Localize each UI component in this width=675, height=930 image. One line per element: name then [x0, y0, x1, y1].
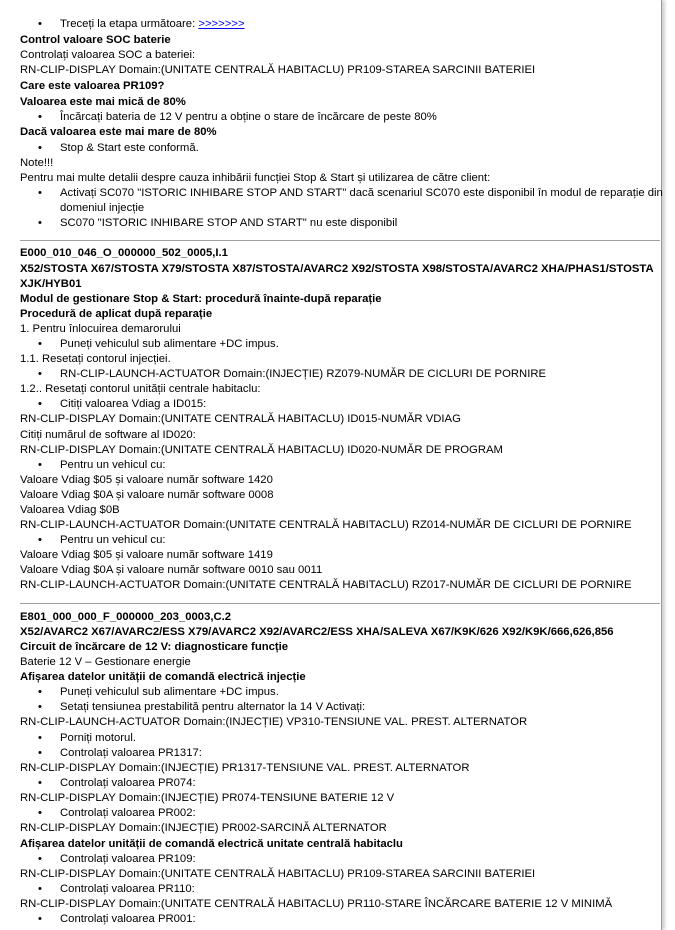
section-title: Modul de gestionare Stop & Start: procedură înainte-după reparație: [20, 293, 382, 305]
bullet-text: Citiți valoarea Vdiag a ID015:: [60, 398, 207, 410]
bullet-text: Setați tensiunea prestabilită pentru alternator la 14 V Activați:: [60, 701, 366, 713]
clip-actuator-line: RN-CLIP-LAUNCH-ACTUATOR Domain:(UNITATE CENTRALĂ HABITACLU) RZ014-NUMĂR DE CICLURI DE PORNIRE: [20, 519, 632, 531]
clip-display-line: RN-CLIP-DISPLAY Domain:(UNITATE CENTRALĂ HABITACLU) PR109-STAREA SARCINII BATERIEI: [20, 64, 536, 76]
bullet-text: Controlați valoarea PR001:: [60, 913, 196, 925]
bullet-text: Activați SC070 "ISTORIC INHIBARE STOP AND START" dacă scenariul SC070 este disponibil în modul de reparație din: [60, 187, 663, 199]
separator: [20, 603, 660, 604]
clip-display-line: RN-CLIP-DISPLAY Domain:(UNITATE CENTRALĂ HABITACLU) ID015-NUMĂR VDIAG: [20, 413, 461, 425]
step: 1. Pentru înlocuirea demarorului: [20, 323, 181, 335]
text-line: Valoare Vdiag $05 și valoare număr software 1420: [20, 474, 273, 486]
bullet-item: [40, 731, 136, 745]
text-line: Valoarea Vdiag $0B: [20, 504, 120, 516]
soc-title: Control valoare SOC baterie: [20, 34, 171, 46]
clip-actuator-line: RN-CLIP-LAUNCH-ACTUATOR Domain:(UNITATE CENTRALĂ HABITACLU) RZ017-NUMĂR DE CICLURI DE PORNIRE: [20, 579, 632, 591]
condition-less: Valoarea este mai mică de 80%: [20, 96, 186, 108]
bullet-text: Controlați valoarea PR002:: [60, 807, 196, 819]
bullet-text: Puneți vehiculul sub alimentare +DC impus.: [60, 338, 279, 350]
clip-display-line: RN-CLIP-DISPLAY Domain:(UNITATE CENTRALĂ HABITACLU) PR110-STARE ÎNCĂRCARE BATERIE 12 V MINIMĂ: [20, 898, 613, 910]
separator: [20, 240, 660, 241]
bullet-item: [40, 458, 166, 472]
note-label: Note!!!: [20, 157, 54, 169]
bullet-text: Puneți vehiculul sub alimentare +DC impus.: [60, 686, 279, 698]
vehicle-list-continued: XJK/HYB01: [20, 278, 82, 290]
bullet-text: Încărcați bateria de 12 V pentru a obține o stare de încărcare de peste 80%: [60, 111, 437, 123]
text-line: Valoare Vdiag $0A și valoare număr software 0010 sau 0011: [20, 564, 323, 576]
clip-display-line: RN-CLIP-DISPLAY Domain:(INJECȚIE) PR1317-TENSIUNE VAL. PREST. ALTERNATOR: [20, 762, 470, 774]
bullet-text: SC070 "ISTORIC INHIBARE STOP AND START" nu este disponibil: [60, 217, 398, 229]
bullet-text-continued: domeniul injecție: [60, 202, 145, 214]
clip-display-line: RN-CLIP-DISPLAY Domain:(INJECȚIE) PR074-TENSIUNE BATERIE 12 V: [20, 792, 395, 804]
next-step-link[interactable]: >>>>>>>: [198, 18, 245, 30]
bullet-item: [40, 141, 199, 155]
vehicle-list: X52/STOSTA X67/STOSTA X79/STOSTA X87/STOSTA/AVARC2 X92/STOSTA X98/STOSTA/AVARC2 XHA/PHAS1/STOSTA: [20, 263, 654, 275]
clip-display-line: RN-CLIP-DISPLAY Domain:(INJECȚIE) PR002-SARCINĂ ALTERNATOR: [20, 822, 387, 834]
text-line: Valoare Vdiag $05 și valoare număr software 1419: [20, 549, 273, 561]
bullet-item: [40, 776, 196, 790]
bullet-item: [40, 397, 207, 411]
bullet-text: Pentru un vehicul cu:: [60, 459, 166, 471]
bullet-item: [40, 700, 366, 714]
bullet-text: Controlați valoarea PR074:: [60, 777, 196, 789]
next-step-item: [40, 17, 245, 31]
bullet-item: [40, 685, 279, 699]
bullet-item: [40, 746, 202, 760]
bullet-text: Porniți motorul.: [60, 732, 136, 744]
text-line: Valoare Vdiag $0A și valoare număr software 0008: [20, 489, 274, 501]
bullet-text: Controlați valoarea PR1317:: [60, 747, 202, 759]
section-title: Circuit de încărcare de 12 V: diagnosticare funcție: [20, 641, 289, 653]
bullet-item: [40, 806, 196, 820]
next-step-label: Treceți la etapa următoare:: [60, 18, 196, 30]
step: 1.2.. Resetați contorul unității centrale habitaclu:: [20, 383, 261, 395]
step: 1.1. Resetați contorul injecției.: [20, 353, 171, 365]
text-line: Controlați valoarea SOC a bateriei:: [20, 49, 196, 61]
bullet-text: Stop & Start este conformă.: [60, 142, 199, 154]
bullet-item: [40, 186, 663, 200]
subsection-heading: Afișarea datelor unității de comandă electrică injecție: [20, 671, 306, 683]
clip-display-line: RN-CLIP-DISPLAY Domain:(UNITATE CENTRALĂ HABITACLU) PR109-STAREA SARCINII BATERIEI: [20, 868, 536, 880]
condition-more: Dacă valoarea este mai mare de 80%: [20, 126, 217, 138]
question: Care este valoarea PR109?: [20, 80, 165, 92]
text-line: Citiți numărul de software al ID020:: [20, 429, 196, 441]
text-line: Baterie 12 V – Gestionare energie: [20, 656, 191, 668]
clip-actuator-line: RN-CLIP-LAUNCH-ACTUATOR Domain:(INJECȚIE) VP310-TENSIUNE VAL. PREST. ALTERNATOR: [20, 716, 528, 728]
section-code: E000_010_046_O_000000_502_0005,I.1: [20, 247, 228, 259]
bullet-item: [40, 533, 166, 547]
bullet-item: [40, 912, 196, 926]
clip-display-line: RN-CLIP-DISPLAY Domain:(UNITATE CENTRALĂ HABITACLU) ID020-NUMĂR DE PROGRAM: [20, 444, 503, 456]
bullet-text: Pentru un vehicul cu:: [60, 534, 166, 546]
section-code: E801_000_000_F_000000_203_0003,C.2: [20, 611, 232, 623]
subsection-heading: Afișarea datelor unității de comandă electrică unitate centrală habitaclu: [20, 838, 403, 850]
section-subtitle: Procedură de aplicat după reparație: [20, 308, 213, 320]
bullet-text: Controlați valoarea PR109:: [60, 853, 196, 865]
bullet-item: [40, 216, 398, 230]
bullet-item: [40, 852, 196, 866]
bullet-item: [40, 882, 195, 896]
bullet-item: [40, 110, 437, 124]
bullet-item: [40, 337, 279, 351]
bullet-text: RN-CLIP-LAUNCH-ACTUATOR Domain:(INJECȚIE) RZ079-NUMĂR DE CICLURI DE PORNIRE: [60, 368, 547, 380]
bullet-text: Controlați valoarea PR110:: [60, 883, 195, 895]
vehicle-list: X52/AVARC2 X67/AVARC2/ESS X79/AVARC2 X92/AVARC2/ESS XHA/SALEVA X67/K9K/626 X92/K9K/666,626,856: [20, 626, 614, 638]
bullet-item: [40, 367, 547, 381]
note-text: Pentru mai multe detalii despre cauza inhibării funcției Stop & Start și utilizarea de către client:: [20, 172, 491, 184]
